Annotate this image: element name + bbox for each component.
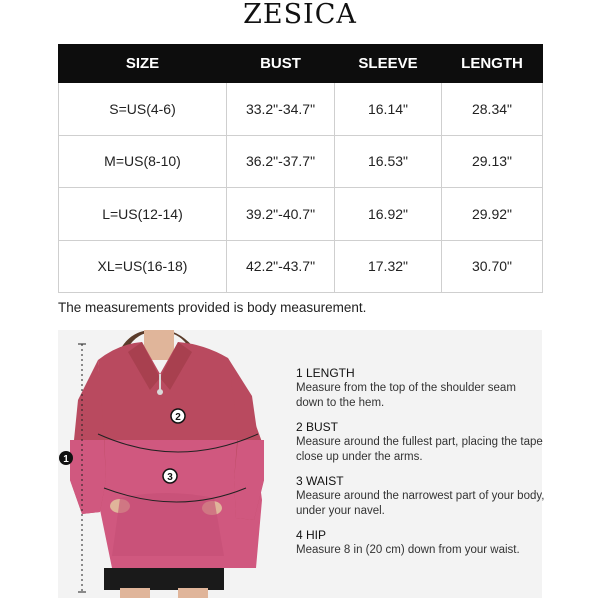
step-waist [296, 474, 546, 518]
table-row [59, 188, 543, 241]
step-description: Measure from the top of the shoulder seam down to the hem. [296, 382, 516, 409]
table-row [59, 83, 543, 136]
cell-bust: 33.2"-34.7" [227, 83, 335, 136]
step-hip [296, 528, 546, 558]
header-bust: BUST [227, 45, 335, 83]
step-description: Measure around the fullest part, placing the tape close up under the arms. [296, 436, 543, 463]
size-chart-table [58, 44, 543, 293]
marker-bust [171, 409, 185, 423]
brand-logo: ZESICA [243, 0, 357, 30]
step-title: 4 HIP [296, 528, 327, 542]
model-figure [58, 330, 288, 598]
cell-sleeve: 16.53" [335, 135, 442, 188]
table-row [59, 240, 543, 293]
measurement-instructions [296, 366, 546, 568]
cell-length: 29.13" [442, 135, 543, 188]
svg-text:3: 3 [167, 472, 173, 483]
cell-size: S=US(4-6) [59, 83, 227, 136]
step-description: Measure around the narrowest part of your body, under your navel. [296, 490, 545, 517]
table-header-row [59, 45, 543, 83]
step-description: Measure 8 in (20 cm) down from your waist. [296, 544, 520, 556]
header-length: LENGTH [442, 45, 543, 83]
cell-sleeve: 16.92" [335, 188, 442, 241]
cell-size: XL=US(16-18) [59, 240, 227, 293]
step-title: 2 BUST [296, 420, 339, 434]
cell-sleeve: 16.14" [335, 83, 442, 136]
cell-bust: 42.2"-43.7" [227, 240, 335, 293]
svg-text:1: 1 [63, 454, 69, 465]
cell-sleeve: 17.32" [335, 240, 442, 293]
table-row [59, 135, 543, 188]
header-size: SIZE [59, 45, 227, 83]
step-title: 3 WAIST [296, 474, 344, 488]
step-length [296, 366, 546, 410]
cell-length: 30.70" [442, 240, 543, 293]
cell-length: 29.92" [442, 188, 543, 241]
marker-waist [163, 469, 177, 483]
sweater-illustration [58, 330, 288, 598]
cell-length: 28.34" [442, 83, 543, 136]
cell-bust: 36.2"-37.7" [227, 135, 335, 188]
cell-bust: 39.2"-40.7" [227, 188, 335, 241]
step-title: 1 LENGTH [296, 366, 355, 380]
marker-length [59, 451, 73, 465]
measurement-note: The measurements provided is body measurement. [58, 300, 367, 315]
step-bust [296, 420, 546, 464]
cell-size: M=US(8-10) [59, 135, 227, 188]
header-sleeve: SLEEVE [335, 45, 442, 83]
svg-text:2: 2 [175, 412, 181, 423]
cell-size: L=US(12-14) [59, 188, 227, 241]
